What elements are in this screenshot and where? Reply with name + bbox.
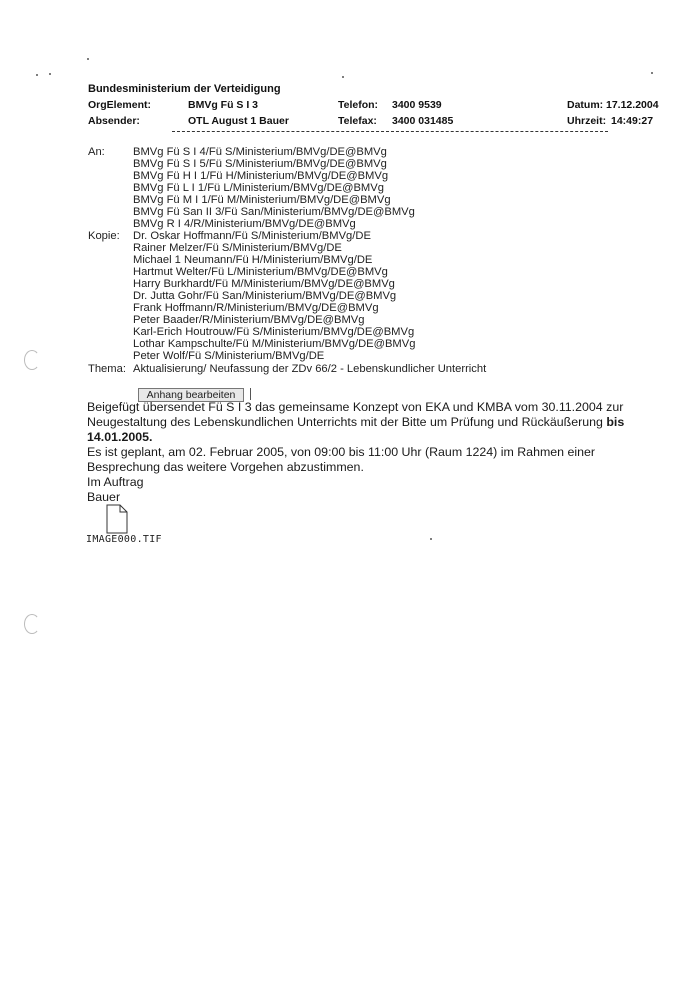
uhrzeit-label: Uhrzeit: — [567, 115, 607, 127]
recipient-row — [0, 206, 700, 218]
kopie-label: Kopie: — [88, 230, 120, 242]
absender-value: OTL August 1 Bauer — [188, 115, 289, 127]
recipient-kopie: Hartmut Welter/Fü L/Ministerium/BMVg/DE@BMVg — [133, 266, 388, 278]
scan-speck — [36, 74, 38, 76]
orgelement-value: BMVg Fü S I 3 — [188, 99, 259, 111]
recipient-an: BMVg Fü San II 3/Fü San/Ministerium/BMVg/DE@BMVg — [133, 206, 415, 218]
recipient-kopie: Rainer Melzer/Fü S/Ministerium/BMVg/DE — [133, 242, 342, 254]
recipient-an: BMVg R I 4/R/Ministerium/BMVg/DE@BMVg — [133, 218, 356, 230]
ministry-title: Bundesministerium der Verteidigung — [88, 83, 281, 95]
telefax-value: 3400 031485 — [392, 115, 454, 127]
body-line — [87, 415, 624, 429]
telefon-label: Telefon: — [338, 99, 379, 111]
copy-row — [0, 302, 700, 314]
recipient-kopie: Harry Burkhardt/Fü M/Ministerium/BMVg/DE@BMVg — [133, 278, 395, 290]
body-line: Es ist geplant, am 02. Februar 2005, von 09:00 bis 11:00 Uhr (Raum 1224) im Rahmen einer — [87, 445, 596, 459]
copy-row — [0, 350, 700, 362]
copy-row — [0, 242, 700, 254]
copy-row — [0, 314, 700, 326]
recipient-an: BMVg Fü S I 5/Fü S/Ministerium/BMVg/DE@BMVg — [133, 158, 387, 170]
body-line: Besprechung das weitere Vorgehen abzustimmen. — [87, 460, 364, 474]
thema-label: Thema: — [88, 363, 126, 375]
recipient-an: BMVg Fü S I 4/Fü S/Ministerium/BMVg/DE@BMVg — [133, 146, 387, 158]
subject-row — [0, 363, 700, 375]
button-edge — [250, 388, 251, 400]
body-text-segment: Neugestaltung des Lebenskundlichen Unterrichts mit der Bitte um Prüfung und Rückäußerung — [87, 415, 607, 429]
recipient-kopie: Lothar Kampschulte/Fü M/Ministerium/BMVg/DE@BMVg — [133, 338, 416, 350]
copy-row — [0, 254, 700, 266]
recipient-row — [0, 158, 700, 170]
closing-line: Im Auftrag — [87, 475, 144, 489]
orgelement-label: OrgElement: — [88, 99, 152, 111]
telefax-label: Telefax: — [338, 115, 377, 127]
header-divider — [172, 131, 608, 132]
recipient-row — [0, 194, 700, 206]
recipient-an: BMVg Fü L I 1/Fü L/Ministerium/BMVg/DE@BMVg — [133, 182, 384, 194]
recipient-an: BMVg Fü M I 1/Fü M/Ministerium/BMVg/DE@BMVg — [133, 194, 391, 206]
copy-row — [0, 326, 700, 338]
recipient-kopie: Frank Hoffmann/R/Ministerium/BMVg/DE@BMVg — [133, 302, 379, 314]
copy-row — [0, 230, 700, 242]
recipient-kopie: Michael 1 Neumann/Fü H/Ministerium/BMVg/DE — [133, 254, 373, 266]
scan-speck — [49, 73, 51, 75]
recipient-kopie: Dr. Jutta Gohr/Fü San/Ministerium/BMVg/DE@BMVg — [133, 290, 397, 302]
an-label: An: — [88, 146, 105, 158]
recipient-row — [0, 182, 700, 194]
deadline-date: 14.01.2005. — [87, 430, 153, 444]
uhrzeit-value: 14:49:27 — [611, 115, 654, 127]
scan-speck — [87, 58, 89, 60]
recipient-row — [0, 146, 700, 158]
edit-attachment-button[interactable]: Anhang bearbeiten — [138, 388, 244, 402]
copy-row — [0, 338, 700, 350]
recipient-row — [0, 218, 700, 230]
file-icon[interactable] — [106, 504, 128, 534]
recipient-kopie: Peter Wolf/Fü S/Ministerium/BMVg/DE — [133, 350, 325, 362]
deadline-bold: bis — [606, 415, 625, 429]
recipient-kopie: Karl-Erich Houtrouw/Fü S/Ministerium/BMVg/DE@BMVg — [133, 326, 415, 338]
scan-speck — [430, 538, 432, 540]
subject-text: Aktualisierung/ Neufassung der ZDv 66/2 - Lebenskundlicher Unterricht — [133, 363, 487, 375]
punch-hole — [24, 614, 40, 634]
copy-row — [0, 278, 700, 290]
scan-speck — [342, 76, 344, 78]
attachment-filename[interactable]: IMAGE000.TIF — [86, 534, 162, 545]
scan-speck — [651, 72, 653, 74]
telefon-value: 3400 9539 — [392, 99, 442, 111]
datum-label: Datum: — [567, 99, 604, 111]
recipient-an: BMVg Fü H I 1/Fü H/Ministerium/BMVg/DE@BMVg — [133, 170, 389, 182]
recipient-kopie: Dr. Oskar Hoffmann/Fü S/Ministerium/BMVg/DE — [133, 230, 371, 242]
recipient-kopie: Peter Baader/R/Ministerium/BMVg/DE@BMVg — [133, 314, 365, 326]
recipient-row — [0, 170, 700, 182]
copy-row — [0, 290, 700, 302]
body-line: Beigefügt übersendet Fü S I 3 das gemeinsame Konzept von EKA und KMBA vom 30.11.2004 zur — [87, 400, 624, 414]
absender-label: Absender: — [88, 115, 140, 127]
datum-value: 17.12.2004 — [606, 99, 659, 111]
signature-name: Bauer — [87, 490, 121, 504]
copy-row — [0, 266, 700, 278]
